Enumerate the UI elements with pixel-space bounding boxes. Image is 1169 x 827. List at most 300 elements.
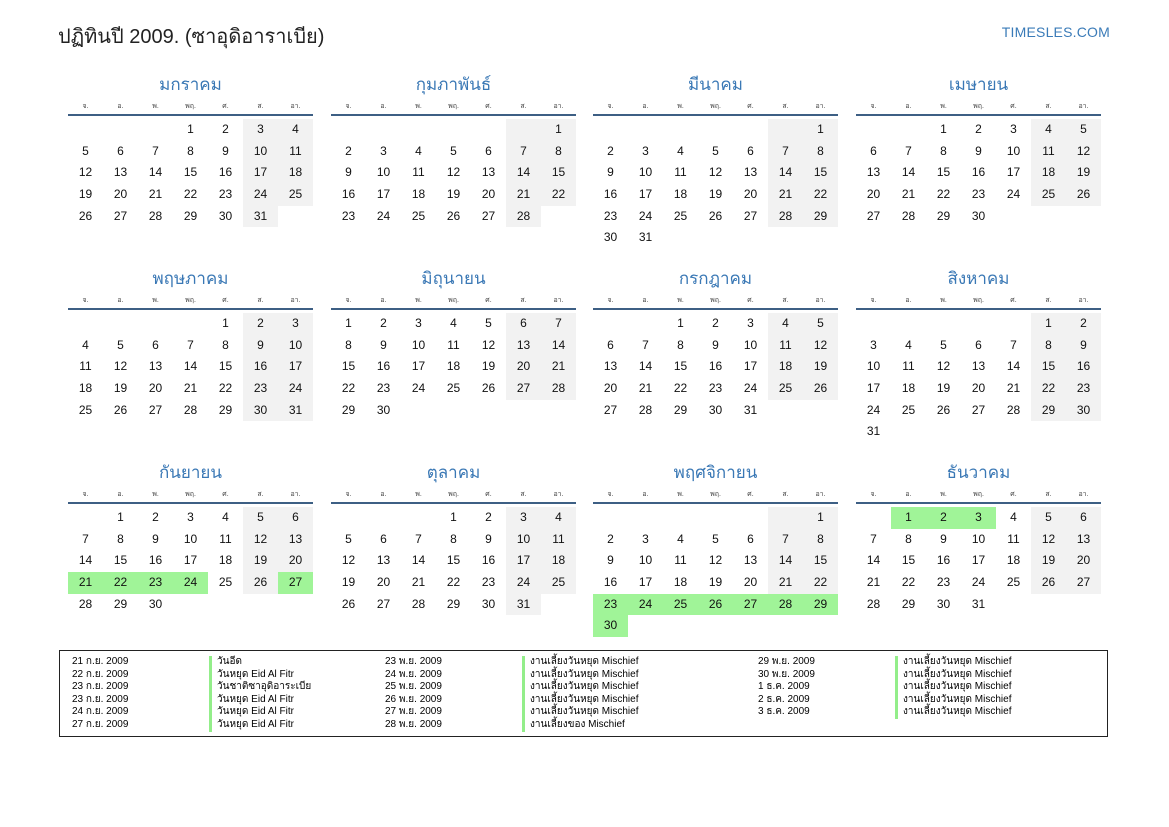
day-cell: 13 [506, 335, 541, 357]
weekday-header [593, 100, 838, 116]
day-cell: 10 [278, 335, 313, 357]
weekday-label: ศ. [222, 297, 229, 304]
day-grid [331, 310, 576, 421]
day-cell: 18 [541, 550, 576, 572]
legend-column [746, 656, 1011, 719]
holiday-name: งานเลี้ยงวันหยุด Mischief [522, 656, 638, 669]
day-cell: 29 [113, 596, 128, 611]
day-cell: 26 [708, 208, 723, 223]
day-cell: 23 [603, 208, 618, 223]
day-cell: 29 [901, 596, 916, 611]
day-cell: 18 [78, 381, 93, 396]
day-cell: 25 [1031, 184, 1066, 206]
day-cell: 2 [926, 507, 961, 529]
empty-cell [278, 206, 313, 228]
month-title: พฤศจิกายน [673, 463, 758, 482]
day-cell: 28 [901, 208, 916, 223]
empty-cell [733, 227, 768, 249]
weekday-label: พฤ. [710, 297, 721, 304]
weekday-header [856, 488, 1101, 504]
day-cell: 19 [1031, 550, 1066, 572]
day-cell: 9 [152, 531, 159, 546]
day-cell: 2 [607, 143, 614, 158]
day-cell: 14 [148, 165, 163, 180]
weekday-label: ศ. [1010, 103, 1017, 110]
day-cell: 16 [243, 356, 278, 378]
day-cell: 8 [803, 529, 838, 551]
day-cell: 15 [183, 165, 198, 180]
day-cell: 27 [733, 594, 768, 616]
month-title: ตุลาคม [426, 463, 481, 482]
weekday-label: อา. [290, 103, 301, 110]
holiday-date: 24 ก.ย. 2009 [72, 706, 129, 718]
weekday-label: จ. [607, 491, 614, 498]
day-cell: 12 [803, 335, 838, 357]
day-cell: 10 [411, 337, 426, 352]
holiday-name: งานเลี้ยงวันหยุด Mischief [895, 669, 1011, 682]
day-cell: 18 [218, 553, 233, 568]
day-cell: 5 [345, 531, 352, 546]
day-cell: 1 [117, 510, 124, 524]
day-cell: 16 [1066, 356, 1101, 378]
day-cell: 29 [936, 208, 951, 223]
day-cell: 19 [113, 381, 128, 396]
empty-cell [996, 594, 1031, 616]
day-cell: 24 [743, 381, 758, 396]
month-block [331, 264, 576, 421]
day-cell: 22 [1031, 378, 1066, 400]
day-cell: 27 [278, 572, 313, 594]
day-cell: 7 [1010, 337, 1017, 352]
weekday-label: พฤ. [448, 297, 459, 304]
day-cell: 31 [638, 230, 653, 245]
month-block [593, 70, 838, 249]
weekday-label: พฤ. [973, 297, 984, 304]
day-cell: 19 [1066, 162, 1101, 184]
day-cell: 10 [243, 141, 278, 163]
day-cell: 10 [866, 359, 881, 374]
empty-cell [103, 119, 138, 141]
legend-entry [373, 681, 638, 694]
empty-cell [856, 313, 891, 335]
weekday-label: ส. [520, 491, 527, 498]
day-cell: 28 [768, 594, 803, 616]
holiday-date: 23 พ.ย. 2009 [385, 656, 442, 667]
day-cell: 14 [411, 553, 426, 568]
day-cell: 17 [183, 553, 198, 568]
weekday-label: จ. [607, 103, 614, 110]
weekday-header [593, 488, 838, 504]
day-cell: 2 [152, 510, 159, 524]
day-cell: 5 [1066, 119, 1101, 141]
day-cell: 18 [901, 381, 916, 396]
day-cell: 20 [743, 575, 758, 590]
day-grid [68, 310, 313, 421]
day-cell: 1 [940, 122, 947, 136]
empty-cell [593, 119, 628, 141]
day-cell: 17 [638, 187, 653, 202]
day-cell: 22 [541, 184, 576, 206]
month-block [331, 458, 576, 615]
empty-cell [733, 615, 768, 637]
legend-column [373, 656, 638, 732]
weekday-label: อ. [380, 103, 387, 110]
weekday-label: จ. [607, 297, 614, 304]
empty-cell [768, 615, 803, 637]
day-cell: 27 [1066, 572, 1101, 594]
day-cell: 9 [222, 143, 229, 158]
weekday-label: อา. [290, 491, 301, 498]
weekday-label: จ. [345, 297, 352, 304]
day-cell: 12 [1031, 529, 1066, 551]
day-cell: 4 [450, 316, 457, 330]
weekday-label: พ. [415, 491, 422, 498]
day-cell: 21 [411, 575, 426, 590]
day-cell: 15 [803, 550, 838, 572]
empty-cell [663, 507, 698, 529]
day-cell: 5 [243, 507, 278, 529]
empty-cell [961, 421, 996, 443]
empty-cell [856, 507, 891, 529]
day-cell: 29 [1031, 400, 1066, 422]
day-cell: 7 [415, 531, 422, 546]
weekday-label: อ. [117, 297, 124, 304]
day-cell: 11 [1007, 531, 1020, 546]
day-cell: 21 [68, 572, 103, 594]
weekday-label: ศ. [747, 103, 754, 110]
month-block [68, 458, 313, 615]
day-grid [331, 116, 576, 227]
day-cell: 2 [222, 122, 229, 136]
day-cell: 27 [971, 402, 986, 417]
weekday-label: ส. [520, 297, 527, 304]
day-cell: 14 [183, 359, 198, 374]
day-cell: 19 [243, 550, 278, 572]
day-cell: 23 [936, 575, 951, 590]
empty-cell [891, 119, 926, 141]
day-cell: 30 [243, 400, 278, 422]
day-cell: 14 [541, 335, 576, 357]
day-cell: 11 [278, 141, 313, 163]
legend-entry [746, 706, 1011, 719]
day-cell: 24 [866, 402, 881, 417]
day-cell: 20 [278, 550, 313, 572]
day-cell: 3 [747, 316, 754, 330]
day-cell: 11 [412, 165, 425, 180]
day-cell: 2 [380, 316, 387, 330]
day-cell: 24 [628, 594, 663, 616]
empty-cell [628, 615, 663, 637]
day-cell: 26 [936, 402, 951, 417]
day-cell: 20 [866, 187, 881, 202]
day-cell: 28 [506, 206, 541, 228]
day-cell: 17 [243, 162, 278, 184]
day-cell: 12 [708, 553, 723, 568]
day-cell: 11 [541, 529, 576, 551]
day-cell: 13 [278, 529, 313, 551]
day-cell: 24 [278, 378, 313, 400]
day-cell: 14 [638, 359, 653, 374]
day-cell: 26 [1066, 184, 1101, 206]
day-cell: 15 [341, 359, 356, 374]
holiday-name: งานเลี้ยงวันหยุด Mischief [522, 706, 638, 719]
day-cell: 16 [971, 165, 986, 180]
day-cell: 8 [940, 143, 947, 158]
day-cell: 28 [183, 402, 198, 417]
weekday-label: พ. [152, 491, 159, 498]
day-cell: 26 [803, 378, 838, 400]
day-cell: 18 [278, 162, 313, 184]
month-block [856, 70, 1101, 227]
empty-cell [593, 313, 628, 335]
holiday-date: 27 ก.ย. 2009 [72, 718, 129, 730]
legend-entry [60, 681, 311, 694]
empty-cell [803, 227, 838, 249]
day-cell: 31 [743, 402, 758, 417]
day-cell: 4 [541, 507, 576, 529]
day-cell: 13 [743, 165, 758, 180]
day-cell: 19 [708, 187, 723, 202]
empty-cell [506, 119, 541, 141]
day-cell: 9 [607, 165, 614, 180]
day-cell: 9 [1066, 335, 1101, 357]
empty-cell [331, 119, 366, 141]
day-cell: 18 [1031, 162, 1066, 184]
day-cell: 8 [803, 141, 838, 163]
day-cell: 21 [768, 184, 803, 206]
empty-cell [663, 227, 698, 249]
legend-entry [60, 706, 311, 719]
empty-cell [698, 227, 733, 249]
day-cell: 28 [1006, 402, 1021, 417]
day-grid [68, 116, 313, 227]
day-cell: 1 [450, 510, 457, 524]
weekday-label: จ. [82, 103, 89, 110]
day-cell: 2 [485, 510, 492, 524]
day-cell: 18 [1006, 553, 1021, 568]
day-cell: 15 [218, 359, 233, 374]
empty-cell [138, 313, 173, 335]
weekday-label: ศ. [485, 491, 492, 498]
day-cell: 4 [677, 531, 684, 546]
day-cell: 28 [411, 596, 426, 611]
month-block [68, 264, 313, 421]
weekday-label: อา. [815, 103, 826, 110]
holiday-date: 22 ก.ย. 2009 [72, 668, 129, 680]
empty-cell [1031, 594, 1066, 616]
day-cell: 13 [113, 165, 128, 180]
weekday-label: พฤ. [185, 491, 196, 498]
weekday-label: พฤ. [185, 297, 196, 304]
empty-cell [173, 594, 208, 616]
empty-cell [996, 313, 1031, 335]
empty-cell [768, 119, 803, 141]
day-cell: 9 [940, 531, 947, 546]
weekday-label: ส. [1045, 103, 1052, 110]
day-cell: 3 [870, 337, 877, 352]
day-cell: 17 [376, 187, 391, 202]
day-cell: 21 [506, 184, 541, 206]
day-grid [856, 504, 1101, 615]
weekday-label: พ. [940, 103, 947, 110]
weekday-label: ศ. [747, 491, 754, 498]
empty-cell [698, 615, 733, 637]
holiday-date: 1 ธ.ค. 2009 [758, 681, 810, 693]
day-cell: 31 [506, 594, 541, 616]
day-cell: 12 [446, 165, 461, 180]
day-cell: 19 [446, 187, 461, 202]
weekday-label: พ. [415, 297, 422, 304]
weekday-label: อ. [905, 297, 912, 304]
holiday-name: งานเลี้ยงวันหยุด Mischief [522, 681, 638, 694]
day-cell: 16 [936, 553, 951, 568]
day-cell: 7 [506, 141, 541, 163]
brand-link[interactable]: TIMESLES.COM [1001, 24, 1110, 40]
weekday-label: จ. [345, 491, 352, 498]
day-cell: 24 [243, 184, 278, 206]
day-cell: 15 [901, 553, 916, 568]
day-cell: 2 [1066, 313, 1101, 335]
weekday-label: อ. [117, 491, 124, 498]
day-cell: 30 [971, 208, 986, 223]
weekday-label: พ. [940, 491, 947, 498]
weekday-label: ศ. [1010, 297, 1017, 304]
weekday-label: อ. [380, 491, 387, 498]
day-cell: 22 [901, 575, 916, 590]
weekday-label: ศ. [485, 297, 492, 304]
day-cell: 9 [243, 335, 278, 357]
holiday-date: 3 ธ.ค. 2009 [758, 706, 810, 718]
day-cell: 23 [138, 572, 173, 594]
weekday-label: พฤ. [710, 103, 721, 110]
day-cell: 27 [113, 208, 128, 223]
weekday-label: ศ. [1010, 491, 1017, 498]
day-cell: 25 [673, 208, 688, 223]
day-cell: 14 [78, 553, 93, 568]
day-cell: 8 [677, 337, 684, 352]
day-cell: 14 [506, 162, 541, 184]
weekday-label: ส. [782, 297, 789, 304]
empty-cell [471, 400, 506, 422]
day-cell: 1 [222, 316, 229, 330]
day-cell: 13 [603, 359, 618, 374]
weekday-label: อา. [815, 491, 826, 498]
day-cell: 10 [971, 531, 986, 546]
day-cell: 3 [278, 313, 313, 335]
legend-entry [746, 694, 1011, 707]
day-cell: 13 [376, 553, 391, 568]
month-title: มกราคม [159, 75, 222, 94]
day-cell: 15 [936, 165, 951, 180]
weekday-label: พ. [677, 491, 684, 498]
holiday-date: 2 ธ.ค. 2009 [758, 693, 810, 705]
day-cell: 29 [218, 402, 233, 417]
empty-cell [541, 206, 576, 228]
day-grid [856, 116, 1101, 227]
day-cell: 20 [603, 381, 618, 396]
day-cell: 21 [1006, 381, 1021, 396]
empty-cell [401, 507, 436, 529]
day-cell: 17 [506, 550, 541, 572]
month-title: มีนาคม [688, 75, 743, 94]
day-cell: 10 [638, 165, 653, 180]
holiday-name: งานเลี้ยงวันหยุด Mischief [522, 694, 638, 707]
day-cell: 3 [642, 143, 649, 158]
day-cell: 4 [278, 119, 313, 141]
day-cell: 17 [1006, 165, 1021, 180]
weekday-label: อา. [553, 491, 564, 498]
month-block [331, 70, 576, 227]
day-cell: 25 [218, 575, 233, 590]
weekday-label: พ. [152, 297, 159, 304]
empty-cell [698, 119, 733, 141]
day-cell: 14 [866, 553, 881, 568]
holiday-date: 21 ก.ย. 2009 [72, 656, 129, 667]
day-cell: 4 [1031, 119, 1066, 141]
day-cell: 30 [218, 208, 233, 223]
empty-cell [628, 507, 663, 529]
holiday-date: 23 ก.ย. 2009 [72, 681, 129, 693]
day-cell: 5 [485, 316, 492, 330]
empty-cell [243, 594, 278, 616]
weekday-label: อ. [905, 491, 912, 498]
day-cell: 25 [446, 381, 461, 396]
month-title: กันยายน [158, 463, 222, 482]
weekday-label: ส. [257, 103, 264, 110]
holiday-name: งานเลี้ยงวันหยุด Mischief [522, 669, 638, 682]
day-cell: 8 [187, 143, 194, 158]
weekday-label: จ. [82, 491, 89, 498]
day-cell: 1 [187, 122, 194, 136]
page-title: ปฏิทินปี 2009. (ซาอุดิอาราเบีย) [58, 26, 325, 48]
day-cell: 22 [446, 575, 461, 590]
day-cell: 17 [638, 575, 653, 590]
day-cell: 22 [183, 187, 198, 202]
weekday-header [856, 294, 1101, 310]
day-cell: 1 [891, 507, 926, 529]
weekday-label: จ. [870, 491, 877, 498]
holiday-date: 28 พ.ย. 2009 [385, 718, 442, 730]
day-cell: 23 [481, 575, 496, 590]
day-cell: 14 [901, 165, 916, 180]
day-cell: 10 [183, 531, 198, 546]
month-title: สิงหาคม [947, 269, 1010, 288]
month-title: เมษายน [948, 75, 1009, 94]
day-cell: 7 [768, 529, 803, 551]
empty-cell [331, 507, 366, 529]
day-cell: 11 [447, 337, 460, 352]
weekday-label: ส. [782, 491, 789, 498]
holiday-name: งานเลี้ยงวันหยุด Mischief [895, 656, 1011, 669]
weekday-header [331, 100, 576, 116]
day-cell: 29 [803, 594, 838, 616]
weekday-label: อา. [1078, 103, 1089, 110]
day-cell: 30 [603, 230, 618, 245]
holiday-name: วันหยุด Eid Al Fitr [209, 694, 294, 707]
day-cell: 12 [78, 165, 93, 180]
day-cell: 23 [1066, 378, 1101, 400]
day-cell: 9 [345, 165, 352, 180]
weekday-label: จ. [82, 297, 89, 304]
day-cell: 24 [411, 381, 426, 396]
day-cell: 23 [341, 208, 356, 223]
day-cell: 12 [243, 529, 278, 551]
month-title: กุมภาพันธ์ [415, 75, 492, 94]
day-cell: 20 [481, 187, 496, 202]
day-cell: 6 [1066, 507, 1101, 529]
day-cell: 6 [506, 313, 541, 335]
day-cell: 22 [218, 381, 233, 396]
